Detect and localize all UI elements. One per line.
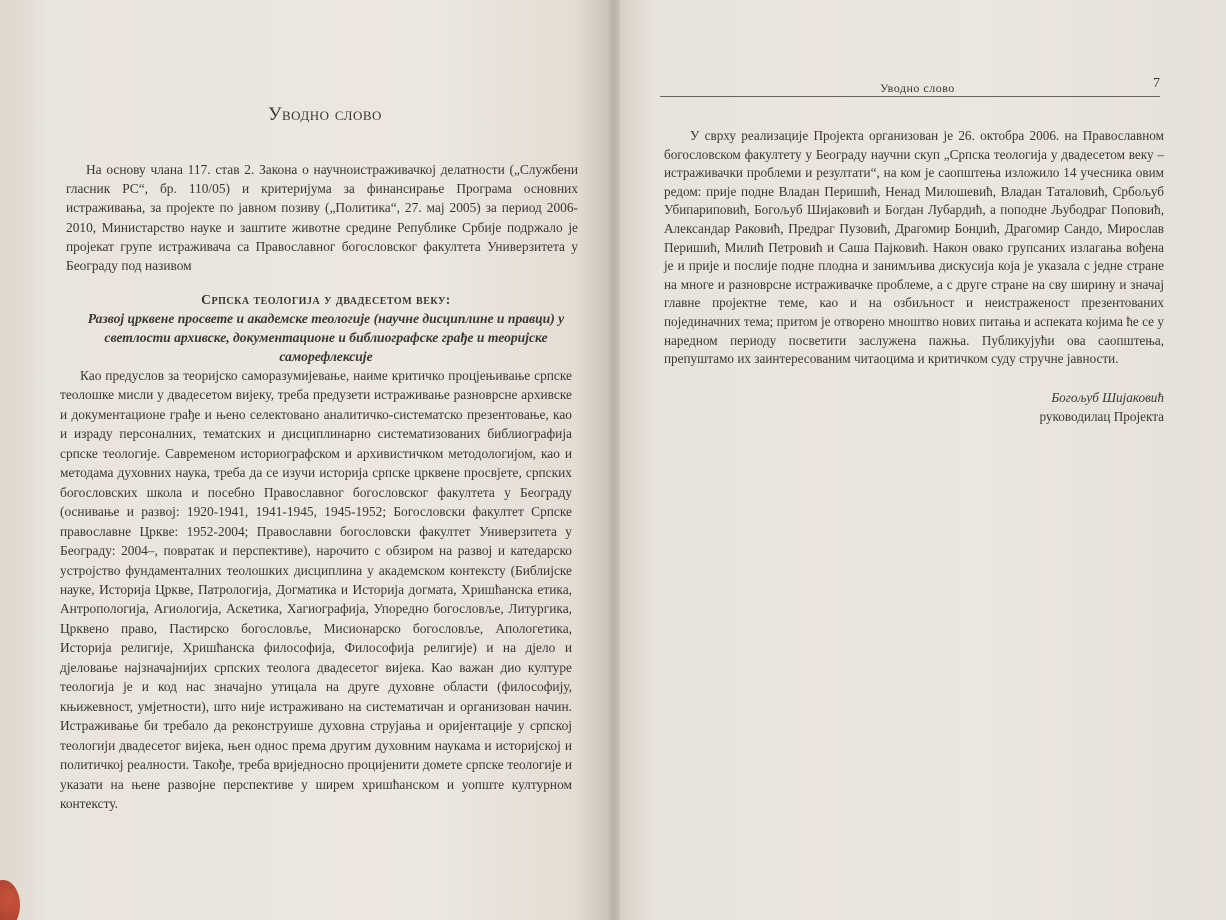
left-page bbox=[0, 0, 612, 920]
running-head-title: Уводно слово bbox=[880, 81, 955, 95]
running-header bbox=[660, 78, 1160, 97]
signature-role: руководилац Пројекта bbox=[1039, 409, 1164, 424]
intro-paragraph bbox=[66, 160, 578, 275]
project-title-caps: Српска теологија у двадесетом веку: bbox=[201, 292, 451, 307]
signature-name: Богољуб Шијаковић bbox=[1051, 390, 1164, 405]
project-title bbox=[60, 290, 592, 366]
project-title-italic: Развој црквене просвете и академске теологије (научне дисциплине и правци) у светлости архивске, документационе и библиографске грађе и теоријске саморефлексије bbox=[87, 311, 565, 364]
page-number: 7 bbox=[1153, 76, 1160, 91]
signature-block bbox=[664, 388, 1164, 426]
chapter-title: Уводно слово bbox=[268, 104, 382, 125]
thumb-finger bbox=[0, 880, 20, 920]
right-page bbox=[620, 0, 1226, 920]
right-body-text: У сврху реализације Пројекта организован је 26. октобра 2006. на Православном богословском факултету у Београду научни скуп „Српска теологија у двадесетом веку – истраживачки проблеми и резултати“, на ком је саопштења изложило 14 учесника овим редом: прије подне Владан Перишић, Ненад Милошевић, Владан Таталовић, Србољуб Убипариповић, Богољуб Шијаковић и Богдан Лубардић, а поподне Љубодраг Поповић, Александар Раковић, Предраг Пузовић, Драгомир Бонџић, Драгомир Сандо, Мирослав Перишић, Милић Петровић и Саша Пајковић. Након овако групсаних излагања вођена је и прије и послије подне плодна и занимљива дискусија која је указала с једне стране на многе и разноврсне истраживачке проблеме, а с друге стране на сву ширину и значај главне пројектне теме, као и на озбиљност и неистражeност презентованих појединачних тема; притом је отворено мноштво нових питања и аспеката којима ће се у наредном периоду посветити заслужена пажња. Публикујући ова саопштења, препуштамо их заинтересованим читаоцима и критичком суду стручне јавности. bbox=[664, 128, 1164, 367]
intro-text: На основу члана 117. став 2. Закона о научноистраживачкој делатности („Службени гласник РС“, бр. 110/05) и критеријума за финансирање Програма основних истраживања, за пројекте по јавном позиву („Политика“, 27. мај 2005) за период 2006-2010, Министарство науке и заштите животне средине Републике Србије подржало је пројекат групе истраживача са Православног богословског факултета Универзитета у Београду под називом bbox=[66, 162, 578, 274]
right-body-paragraph bbox=[664, 127, 1164, 369]
left-body-text: Као предуслов за теоријско саморазумијевање, наиме критичко процјењивање српске теолошке мисли у двадесетом вијеку, треба предузети истраживање разноврсне архивске и документационе грађе и њено селектовано аналитичко-систематско презентовање, као и израду персоналних, тематских и дисциплинарно систематизованих библиографија српске теологије. Савременом историографском и архивистичком методологијом, као и методама духовних наука, треба да се изучи историја српске црквене просвјете, српских богословских школа и посебно Православног богословског факултета у Београду (оснивање и развој: 1920-1941, 1941-1945, 1945-1952; Богословски факултет Српске православне Цркве: 1952-2004; Православни богословски факултет Универзитета у Београду: 2004–, повратак и перспективе), нарочито с обзиром на развој и катедарско устројство фундаменталних теолошких дисциплина у академском контексту (Библијске науке, Историја Цркве, Патрологија, Догматика и Историја догмата, Хришћанска етика, Антропологија, Агиологија, Аскетика, Хагиографија, Упоредно богословље, Литургика, Црквено право, Пастирско богословље, Мисионарско богословље, Апологетика, Историја религије, Хришћанска философија, Философија религије) и на дјело и дјеловање најзначајнијих српских теолога двадесетог вијека. Као важан дио културе теологија је и код нас значајно утицала на друге духовне области (философију, књижевност, умјетности), што није истраживано на систематичан и организован начин. Истраживање би требало да реконструише духовна струјања и оријентације у српској теологији двадесетог вијека, њен однос према другим духовним наукама и историјској и политичкој реалности. Такође, треба вриједносно процијенити домете српске теологије и указати на њене развојне перспективе у ширем хришћанском и уопште културном контексту. bbox=[60, 368, 572, 811]
left-body-paragraph bbox=[60, 366, 572, 813]
